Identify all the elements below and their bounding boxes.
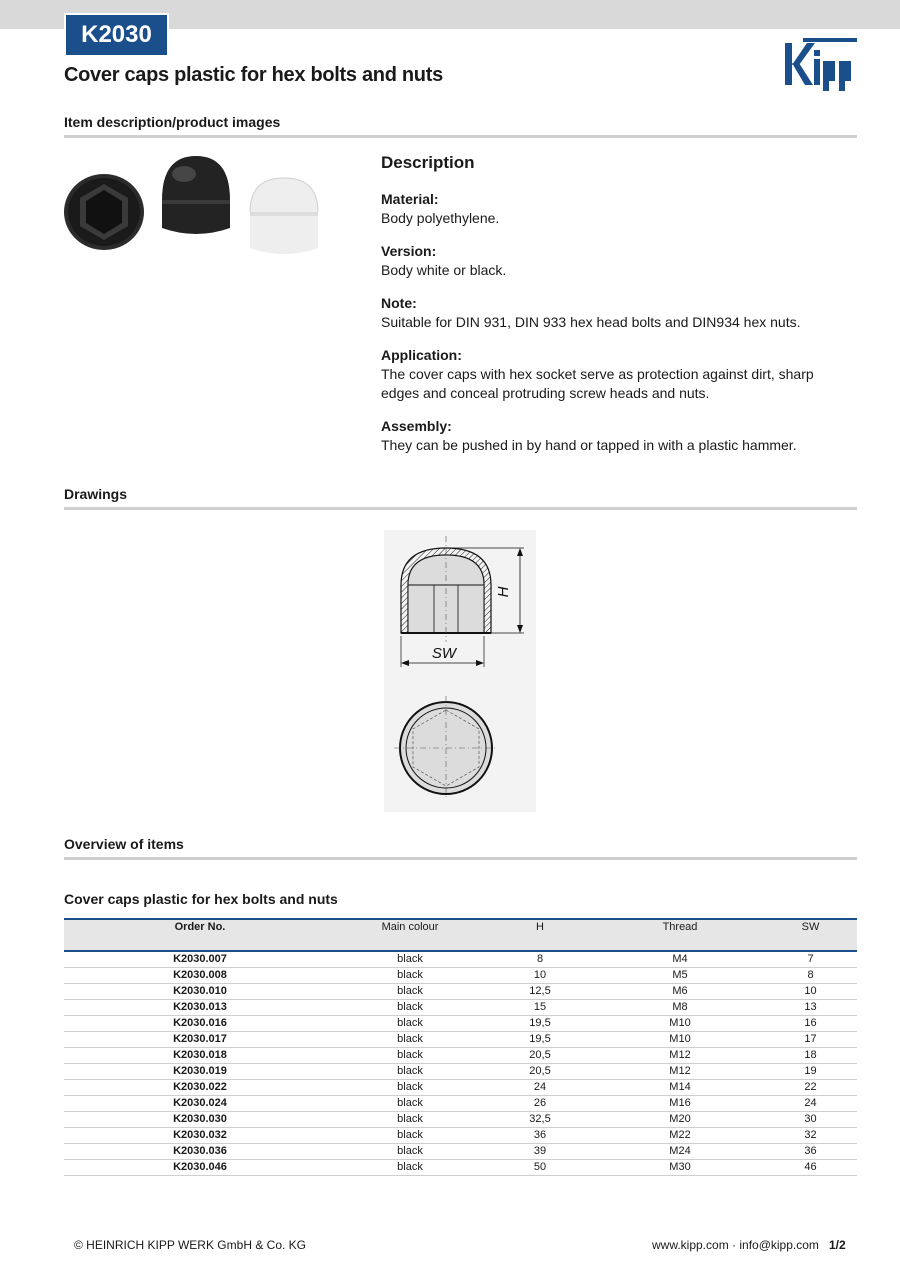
material-block <box>381 190 851 228</box>
table-row <box>64 1080 857 1096</box>
table-cell: black <box>336 1032 484 1048</box>
note-text: Suitable for DIN 931, DIN 933 hex head bolts and DIN934 hex nuts. <box>381 314 801 330</box>
application-text: The cover caps with hex socket serve as protection against dirt, sharp edges and conceal protruding screw heads and nuts. <box>381 366 814 401</box>
table-row <box>64 1032 857 1048</box>
table-cell: M22 <box>596 1128 764 1144</box>
note-label: Note: <box>381 295 417 311</box>
table-cell: 22 <box>764 1080 857 1096</box>
table-cell: black <box>336 1112 484 1128</box>
table-cell: 36 <box>764 1144 857 1160</box>
table-cell: 32,5 <box>484 1112 596 1128</box>
table-row <box>64 1160 857 1176</box>
table-cell: K2030.017 <box>64 1032 336 1048</box>
table-row <box>64 1096 857 1112</box>
table-cell: 24 <box>484 1080 596 1096</box>
table-cell: 17 <box>764 1032 857 1048</box>
table-header-row <box>64 919 857 951</box>
black-cap-side-view <box>162 156 230 234</box>
application-block <box>381 346 851 403</box>
assembly-text: They can be pushed in by hand or tapped in with a plastic hammer. <box>381 437 797 453</box>
table-cell: 13 <box>764 1000 857 1016</box>
table-cell: M4 <box>596 951 764 968</box>
table-cell: K2030.019 <box>64 1064 336 1080</box>
table-cell: M12 <box>596 1048 764 1064</box>
kipp-logo <box>783 37 859 91</box>
material-label: Material: <box>381 191 439 207</box>
section-item-description: Item description/product images <box>64 114 281 130</box>
table-cell: 8 <box>484 951 596 968</box>
column-header-order-no: Order No. <box>64 919 336 951</box>
table-title: Cover caps plastic for hex bolts and nuts <box>64 891 338 907</box>
table-row <box>64 968 857 984</box>
table-cell: K2030.022 <box>64 1080 336 1096</box>
table-cell: 26 <box>484 1096 596 1112</box>
table-cell: 46 <box>764 1160 857 1176</box>
table-cell: black <box>336 968 484 984</box>
table-cell: 19,5 <box>484 1032 596 1048</box>
table-cell: 24 <box>764 1096 857 1112</box>
table-cell: 18 <box>764 1048 857 1064</box>
table-cell: M16 <box>596 1096 764 1112</box>
table-cell: black <box>336 1096 484 1112</box>
technical-drawing <box>384 530 536 812</box>
version-text: Body white or black. <box>381 262 507 278</box>
footer-contact: www.kipp.com · info@kipp.com <box>652 1238 819 1252</box>
white-cap-side-view <box>250 178 318 254</box>
material-text: Body polyethylene. <box>381 210 500 226</box>
table-row <box>64 1112 857 1128</box>
table-row <box>64 1128 857 1144</box>
table-cell: M24 <box>596 1144 764 1160</box>
table-cell: black <box>336 1080 484 1096</box>
application-label: Application: <box>381 347 462 363</box>
table-cell: 7 <box>764 951 857 968</box>
table-cell: 36 <box>484 1128 596 1144</box>
table-cell: M6 <box>596 984 764 1000</box>
table-cell: black <box>336 951 484 968</box>
table-cell: K2030.036 <box>64 1144 336 1160</box>
items-table <box>64 918 857 1176</box>
dimension-h-label: H <box>495 586 512 598</box>
section-overview: Overview of items <box>64 836 184 852</box>
section-divider <box>64 507 857 510</box>
section-drawings: Drawings <box>64 486 128 502</box>
table-cell: black <box>336 984 484 1000</box>
description-heading: Description <box>381 153 475 172</box>
table-row <box>64 984 857 1000</box>
black-cap-hex-view <box>64 174 144 250</box>
table-cell: K2030.024 <box>64 1096 336 1112</box>
table-row <box>64 1144 857 1160</box>
column-header-sw: SW <box>764 919 857 951</box>
product-image <box>64 150 326 260</box>
table-cell: K2030.013 <box>64 1000 336 1016</box>
table-row <box>64 1000 857 1016</box>
table-cell: 8 <box>764 968 857 984</box>
dimension-sw-label: SW <box>431 645 457 662</box>
product-code-badge: K2030 <box>64 13 169 57</box>
column-header-main-colour: Main colour <box>336 919 484 951</box>
assembly-label: Assembly: <box>381 418 452 434</box>
table-cell: 50 <box>484 1160 596 1176</box>
version-label: Version: <box>381 243 437 259</box>
table-cell: 15 <box>484 1000 596 1016</box>
table-cell: 19,5 <box>484 1016 596 1032</box>
table-row <box>64 1064 857 1080</box>
footer-page-number: 1/2 <box>829 1238 846 1252</box>
section-divider <box>64 135 857 138</box>
table-cell: black <box>336 1160 484 1176</box>
table-cell: M8 <box>596 1000 764 1016</box>
table-cell: K2030.030 <box>64 1112 336 1128</box>
footer-copyright: © HEINRICH KIPP WERK GmbH & Co. KG <box>74 1238 306 1252</box>
table-cell: black <box>336 1016 484 1032</box>
table-cell: K2030.007 <box>64 951 336 968</box>
table-cell: K2030.008 <box>64 968 336 984</box>
version-block <box>381 242 851 280</box>
table-cell: 20,5 <box>484 1064 596 1080</box>
note-block <box>381 294 851 332</box>
table-cell: 32 <box>764 1128 857 1144</box>
table-row <box>64 951 857 968</box>
table-cell: K2030.018 <box>64 1048 336 1064</box>
table-cell: 20,5 <box>484 1048 596 1064</box>
table-cell: M10 <box>596 1032 764 1048</box>
column-header-h: H <box>484 919 596 951</box>
column-header-thread: Thread <box>596 919 764 951</box>
table-row <box>64 1048 857 1064</box>
table-cell: M12 <box>596 1064 764 1080</box>
table-cell: black <box>336 1000 484 1016</box>
table-cell: 30 <box>764 1112 857 1128</box>
table-cell: M5 <box>596 968 764 984</box>
table-cell: M20 <box>596 1112 764 1128</box>
table-cell: 16 <box>764 1016 857 1032</box>
page-title: Cover caps plastic for hex bolts and nuts <box>64 64 443 86</box>
table-cell: K2030.032 <box>64 1128 336 1144</box>
table-cell: black <box>336 1048 484 1064</box>
table-body <box>64 951 857 1176</box>
table-cell: K2030.016 <box>64 1016 336 1032</box>
table-cell: M14 <box>596 1080 764 1096</box>
section-divider <box>64 857 857 860</box>
table-cell: black <box>336 1128 484 1144</box>
table-cell: 10 <box>484 968 596 984</box>
table-cell: black <box>336 1064 484 1080</box>
table-cell: K2030.046 <box>64 1160 336 1176</box>
table-cell: M30 <box>596 1160 764 1176</box>
table-cell: 39 <box>484 1144 596 1160</box>
table-cell: M10 <box>596 1016 764 1032</box>
table-cell: K2030.010 <box>64 984 336 1000</box>
table-cell: 10 <box>764 984 857 1000</box>
table-row <box>64 1016 857 1032</box>
table-cell: 12,5 <box>484 984 596 1000</box>
table-cell: black <box>336 1144 484 1160</box>
description-panel <box>381 153 851 469</box>
table-cell: 19 <box>764 1064 857 1080</box>
assembly-block <box>381 417 851 455</box>
